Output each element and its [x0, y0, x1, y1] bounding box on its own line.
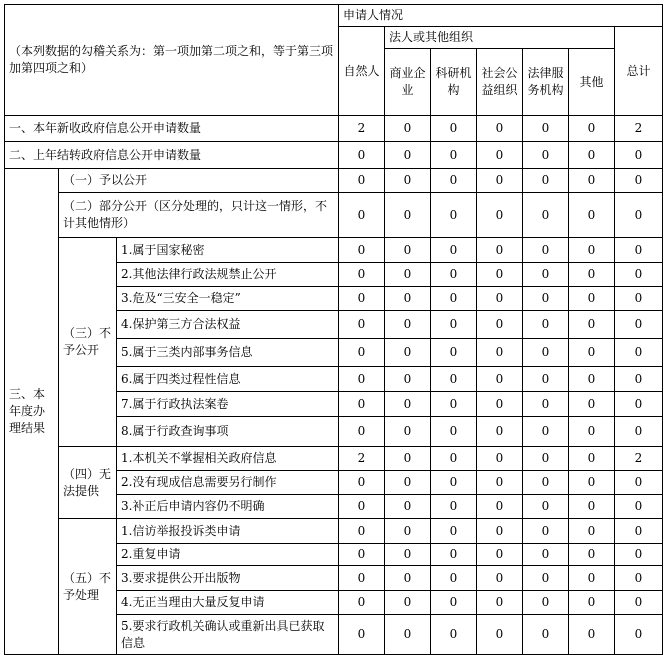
cell-value: 0	[339, 417, 385, 447]
cell-value: 2	[615, 116, 663, 142]
cell-value: 0	[615, 471, 663, 495]
item-label: 8.属于行政查询事项	[117, 417, 339, 447]
cell-value: 0	[569, 311, 615, 339]
table-row	[5, 447, 663, 471]
cell-value: 0	[385, 142, 431, 169]
cell-value: 0	[385, 447, 431, 471]
cell-value: 0	[523, 339, 569, 367]
cell-value: 0	[431, 116, 477, 142]
header-legal-service: 法律服务机构	[523, 49, 569, 116]
cell-value: 0	[523, 471, 569, 495]
cell-value: 0	[477, 169, 523, 193]
cell-value: 0	[385, 367, 431, 392]
cell-value: 0	[615, 591, 663, 615]
cell-value: 0	[477, 591, 523, 615]
cell-value: 0	[339, 566, 385, 591]
header-research: 科研机构	[431, 49, 477, 116]
cell-value: 0	[431, 142, 477, 169]
cell-value: 0	[523, 392, 569, 417]
cell-value: 0	[569, 471, 615, 495]
cell-value: 0	[569, 447, 615, 471]
cell-value: 0	[339, 591, 385, 615]
header-applicant: 申请人情况	[339, 5, 663, 27]
cell-value: 0	[339, 471, 385, 495]
cell-value: 0	[477, 392, 523, 417]
cell-value: 0	[339, 615, 385, 655]
cell-value: 0	[523, 193, 569, 238]
cell-value: 0	[615, 169, 663, 193]
cell-value: 0	[385, 495, 431, 519]
item-label: 1.信访举报投诉类申请	[117, 519, 339, 544]
cell-value: 0	[615, 193, 663, 238]
cell-value: 0	[385, 392, 431, 417]
item-label: 4.保护第三方合法权益	[117, 311, 339, 339]
cell-value: 0	[385, 544, 431, 566]
table-row	[5, 238, 663, 263]
cell-value: 0	[339, 544, 385, 566]
cell-value: 0	[615, 238, 663, 263]
cell-value: 0	[431, 169, 477, 193]
cell-value: 0	[477, 116, 523, 142]
cell-value: 0	[431, 287, 477, 311]
cell-value: 0	[339, 367, 385, 392]
cell-value: 0	[431, 367, 477, 392]
cell-value: 0	[615, 544, 663, 566]
cell-value: 0	[339, 169, 385, 193]
cell-value: 0	[477, 544, 523, 566]
cell-value: 0	[431, 471, 477, 495]
group-label: （一）予以公开	[59, 169, 339, 193]
cell-value: 0	[523, 367, 569, 392]
cell-value: 0	[477, 447, 523, 471]
cell-value: 0	[431, 495, 477, 519]
cell-value: 0	[569, 591, 615, 615]
item-label: 2.没有现成信息需要另行制作	[117, 471, 339, 495]
cell-value: 0	[385, 417, 431, 447]
cell-value: 0	[339, 519, 385, 544]
header-social: 社会公益组织	[477, 49, 523, 116]
cell-value: 0	[569, 519, 615, 544]
cell-value: 0	[339, 238, 385, 263]
cell-value: 0	[477, 339, 523, 367]
header-legal-group: 法人或其他组织	[385, 27, 615, 49]
cell-value: 2	[339, 447, 385, 471]
cell-value: 0	[477, 471, 523, 495]
cell-value: 0	[385, 193, 431, 238]
item-label: 3.要求提供公开出版物	[117, 566, 339, 591]
cell-value: 0	[431, 392, 477, 417]
cell-value: 0	[385, 519, 431, 544]
cell-value: 0	[569, 142, 615, 169]
cell-value: 0	[569, 417, 615, 447]
table-row	[5, 193, 663, 238]
cell-value: 0	[523, 544, 569, 566]
row-label: 二、上年结转政府信息公开申请数量	[5, 142, 339, 169]
gov-info-disclosure-table	[4, 4, 663, 655]
cell-value: 0	[569, 169, 615, 193]
cell-value: 0	[569, 392, 615, 417]
section3-label: 三、本年度办理结果	[5, 169, 59, 655]
cell-value: 0	[615, 311, 663, 339]
header-natural-person: 自然人	[339, 27, 385, 116]
cell-value: 0	[385, 311, 431, 339]
cell-value: 0	[523, 263, 569, 287]
cell-value: 0	[385, 591, 431, 615]
cell-value: 0	[477, 263, 523, 287]
cell-value: 0	[477, 193, 523, 238]
cell-value: 0	[477, 519, 523, 544]
cell-value: 0	[569, 544, 615, 566]
cell-value: 0	[339, 495, 385, 519]
cell-value: 0	[615, 392, 663, 417]
cell-value: 0	[569, 287, 615, 311]
cell-value: 0	[385, 263, 431, 287]
cell-value: 0	[523, 311, 569, 339]
cell-value: 0	[431, 311, 477, 339]
cell-value: 0	[431, 339, 477, 367]
cell-value: 0	[431, 591, 477, 615]
cell-value: 0	[615, 519, 663, 544]
item-label: 5.要求行政机关确认或重新出具已获取信息	[117, 615, 339, 655]
cell-value: 0	[523, 238, 569, 263]
cell-value: 0	[477, 417, 523, 447]
group-label: （五）不予处理	[59, 519, 117, 655]
cell-value: 0	[615, 615, 663, 655]
cell-value: 0	[477, 615, 523, 655]
cell-value: 0	[477, 311, 523, 339]
cell-value: 0	[385, 238, 431, 263]
cell-value: 0	[431, 447, 477, 471]
cell-value: 0	[615, 566, 663, 591]
cell-value: 0	[569, 263, 615, 287]
cell-value: 0	[385, 339, 431, 367]
cell-value: 0	[569, 193, 615, 238]
cell-value: 0	[569, 238, 615, 263]
table-row	[5, 169, 663, 193]
cell-value: 0	[431, 193, 477, 238]
header-other: 其他	[569, 49, 615, 116]
cell-value: 0	[615, 367, 663, 392]
header-commercial: 商业企业	[385, 49, 431, 116]
cell-value: 0	[431, 238, 477, 263]
cell-value: 0	[523, 615, 569, 655]
cell-value: 2	[339, 116, 385, 142]
item-label: 1.本机关不掌握相关政府信息	[117, 447, 339, 471]
cell-value: 0	[339, 142, 385, 169]
cell-value: 0	[615, 417, 663, 447]
cell-value: 0	[339, 339, 385, 367]
table-row	[5, 116, 663, 142]
item-label: 1.属于国家秘密	[117, 238, 339, 263]
cell-value: 0	[477, 495, 523, 519]
cell-value: 0	[523, 447, 569, 471]
cell-value: 0	[523, 287, 569, 311]
table-row	[5, 519, 663, 544]
item-label: 7.属于行政执法案卷	[117, 392, 339, 417]
item-label: 6.属于四类过程性信息	[117, 367, 339, 392]
cell-value: 0	[477, 367, 523, 392]
cell-value: 0	[615, 287, 663, 311]
cell-value: 0	[431, 519, 477, 544]
cell-value: 0	[569, 116, 615, 142]
cell-value: 0	[523, 566, 569, 591]
cell-value: 2	[615, 447, 663, 471]
cell-value: 0	[339, 392, 385, 417]
item-label: 2.其他法律行政法规禁止公开	[117, 263, 339, 287]
item-label: 4.无正当理由大量反复申请	[117, 591, 339, 615]
cell-value: 0	[523, 519, 569, 544]
cell-value: 0	[431, 544, 477, 566]
cell-value: 0	[477, 238, 523, 263]
cell-value: 0	[385, 615, 431, 655]
group-label: （四）无法提供	[59, 447, 117, 519]
cell-value: 0	[523, 591, 569, 615]
cell-value: 0	[615, 339, 663, 367]
cell-value: 0	[615, 263, 663, 287]
cell-value: 0	[523, 169, 569, 193]
group-label: （三）不予公开	[59, 238, 117, 447]
cell-value: 0	[523, 142, 569, 169]
item-label: 2.重复申请	[117, 544, 339, 566]
cell-value: 0	[385, 116, 431, 142]
row-label: 一、本年新收政府信息公开申请数量	[5, 116, 339, 142]
cell-value: 0	[431, 566, 477, 591]
cell-value: 0	[431, 263, 477, 287]
cell-value: 0	[569, 615, 615, 655]
cell-value: 0	[339, 263, 385, 287]
cell-value: 0	[339, 287, 385, 311]
cell-value: 0	[385, 471, 431, 495]
cell-value: 0	[523, 116, 569, 142]
cell-value: 0	[523, 417, 569, 447]
cell-value: 0	[477, 287, 523, 311]
cell-value: 0	[339, 193, 385, 238]
cell-value: 0	[385, 287, 431, 311]
cell-value: 0	[477, 566, 523, 591]
header-note: （本列数据的勾稽关系为：第一项加第二项之和，等于第三项加第四项之和）	[5, 5, 339, 116]
cell-value: 0	[569, 566, 615, 591]
item-label: 3.危及“三安全一稳定”	[117, 287, 339, 311]
table-row	[5, 142, 663, 169]
item-label: 5.属于三类内部事务信息	[117, 339, 339, 367]
cell-value: 0	[569, 367, 615, 392]
header-total: 总计	[615, 27, 663, 116]
cell-value: 0	[385, 566, 431, 591]
cell-value: 0	[523, 495, 569, 519]
cell-value: 0	[569, 495, 615, 519]
cell-value: 0	[431, 615, 477, 655]
cell-value: 0	[477, 142, 523, 169]
cell-value: 0	[339, 311, 385, 339]
group-label: （二）部分公开（区分处理的，只计这一情形，不计其他情形）	[59, 193, 339, 238]
cell-value: 0	[615, 495, 663, 519]
item-label: 3.补正后申请内容仍不明确	[117, 495, 339, 519]
cell-value: 0	[569, 339, 615, 367]
cell-value: 0	[615, 142, 663, 169]
cell-value: 0	[385, 169, 431, 193]
cell-value: 0	[431, 417, 477, 447]
